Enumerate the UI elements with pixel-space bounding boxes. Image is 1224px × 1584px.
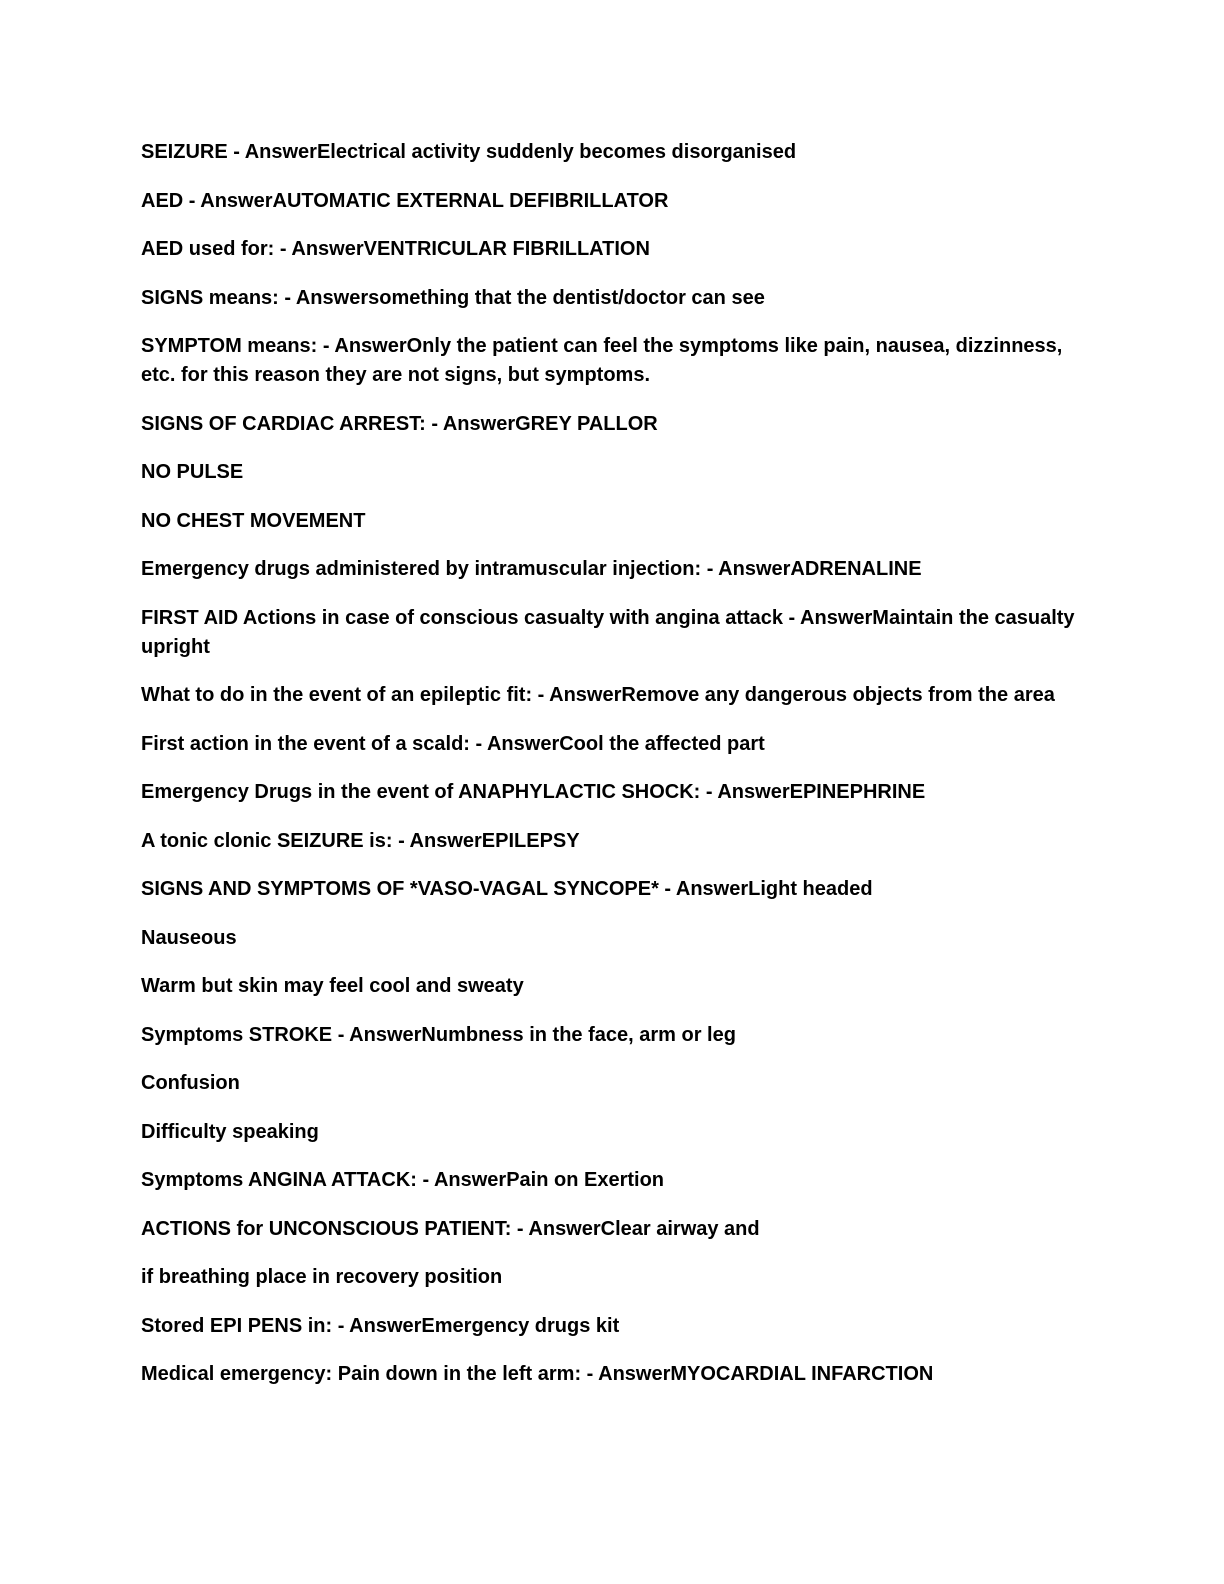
text-line: NO PULSE [141,461,244,483]
text-line: What to do in the event of an epileptic fit: - AnswerRemove any dangerous objects from the area [141,684,1055,706]
text-line: ACTIONS for UNCONSCIOUS PATIENT: - AnswerClear airway and [141,1217,760,1240]
text-line: SIGNS means: - Answersomething that the dentist/doctor can see [141,286,765,309]
text-line: Difficulty speaking [141,1120,319,1143]
text-line: NO CHEST MOVEMENT [141,509,366,532]
text-line: SIGNS AND SYMPTOMS OF *VASO-VAGAL SYNCOPE* - AnswerLight headed [141,878,873,900]
text-line: Confusion [141,1072,240,1094]
text-line: AED - AnswerAUTOMATIC EXTERNAL DEFIBRILLATOR [141,189,669,212]
text-line: Emergency Drugs in the event of ANAPHYLACTIC SHOCK: - AnswerEPINEPHRINE [141,781,926,803]
text-line: Nauseous [141,926,237,949]
text-line: Symptoms ANGINA ATTACK: - AnswerPain on Exertion [141,1169,664,1191]
text-line: Emergency drugs administered by intramuscular injection: - AnswerADRENALINE [141,558,922,580]
text-line: Stored EPI PENS in: - AnswerEmergency drugs kit [141,1314,620,1337]
text-line: Symptoms STROKE - AnswerNumbness in the face, arm or leg [141,1023,736,1046]
text-line: First action in the event of a scald: - AnswerCool the affected part [141,732,765,755]
text-line: Medical emergency: Pain down in the left arm: - AnswerMYOCARDIAL INFARCTION [141,1363,934,1385]
text-line: FIRST AID Actions in case of conscious casualty with angina attack - AnswerMaintain the casualty upright [141,606,1075,658]
text-line: SIGNS OF CARDIAC ARREST: - AnswerGREY PALLOR [141,412,658,435]
text-line: A tonic clonic SEIZURE is: - AnswerEPILEPSY [141,829,580,852]
document-body [141,138,1081,1409]
text-line: SYMPTOM means: - AnswerOnly the patient can feel the symptoms like pain, nausea, dizzinness, etc. for this reason they are not signs, but symptoms. [141,335,1063,386]
text-line: Warm but skin may feel cool and sweaty [141,975,524,997]
text-line: if breathing place in recovery position [141,1266,503,1288]
text-line: AED used for: - AnswerVENTRICULAR FIBRILLATION [141,238,650,260]
text-line: SEIZURE - AnswerElectrical activity suddenly becomes disorganised [141,141,797,163]
